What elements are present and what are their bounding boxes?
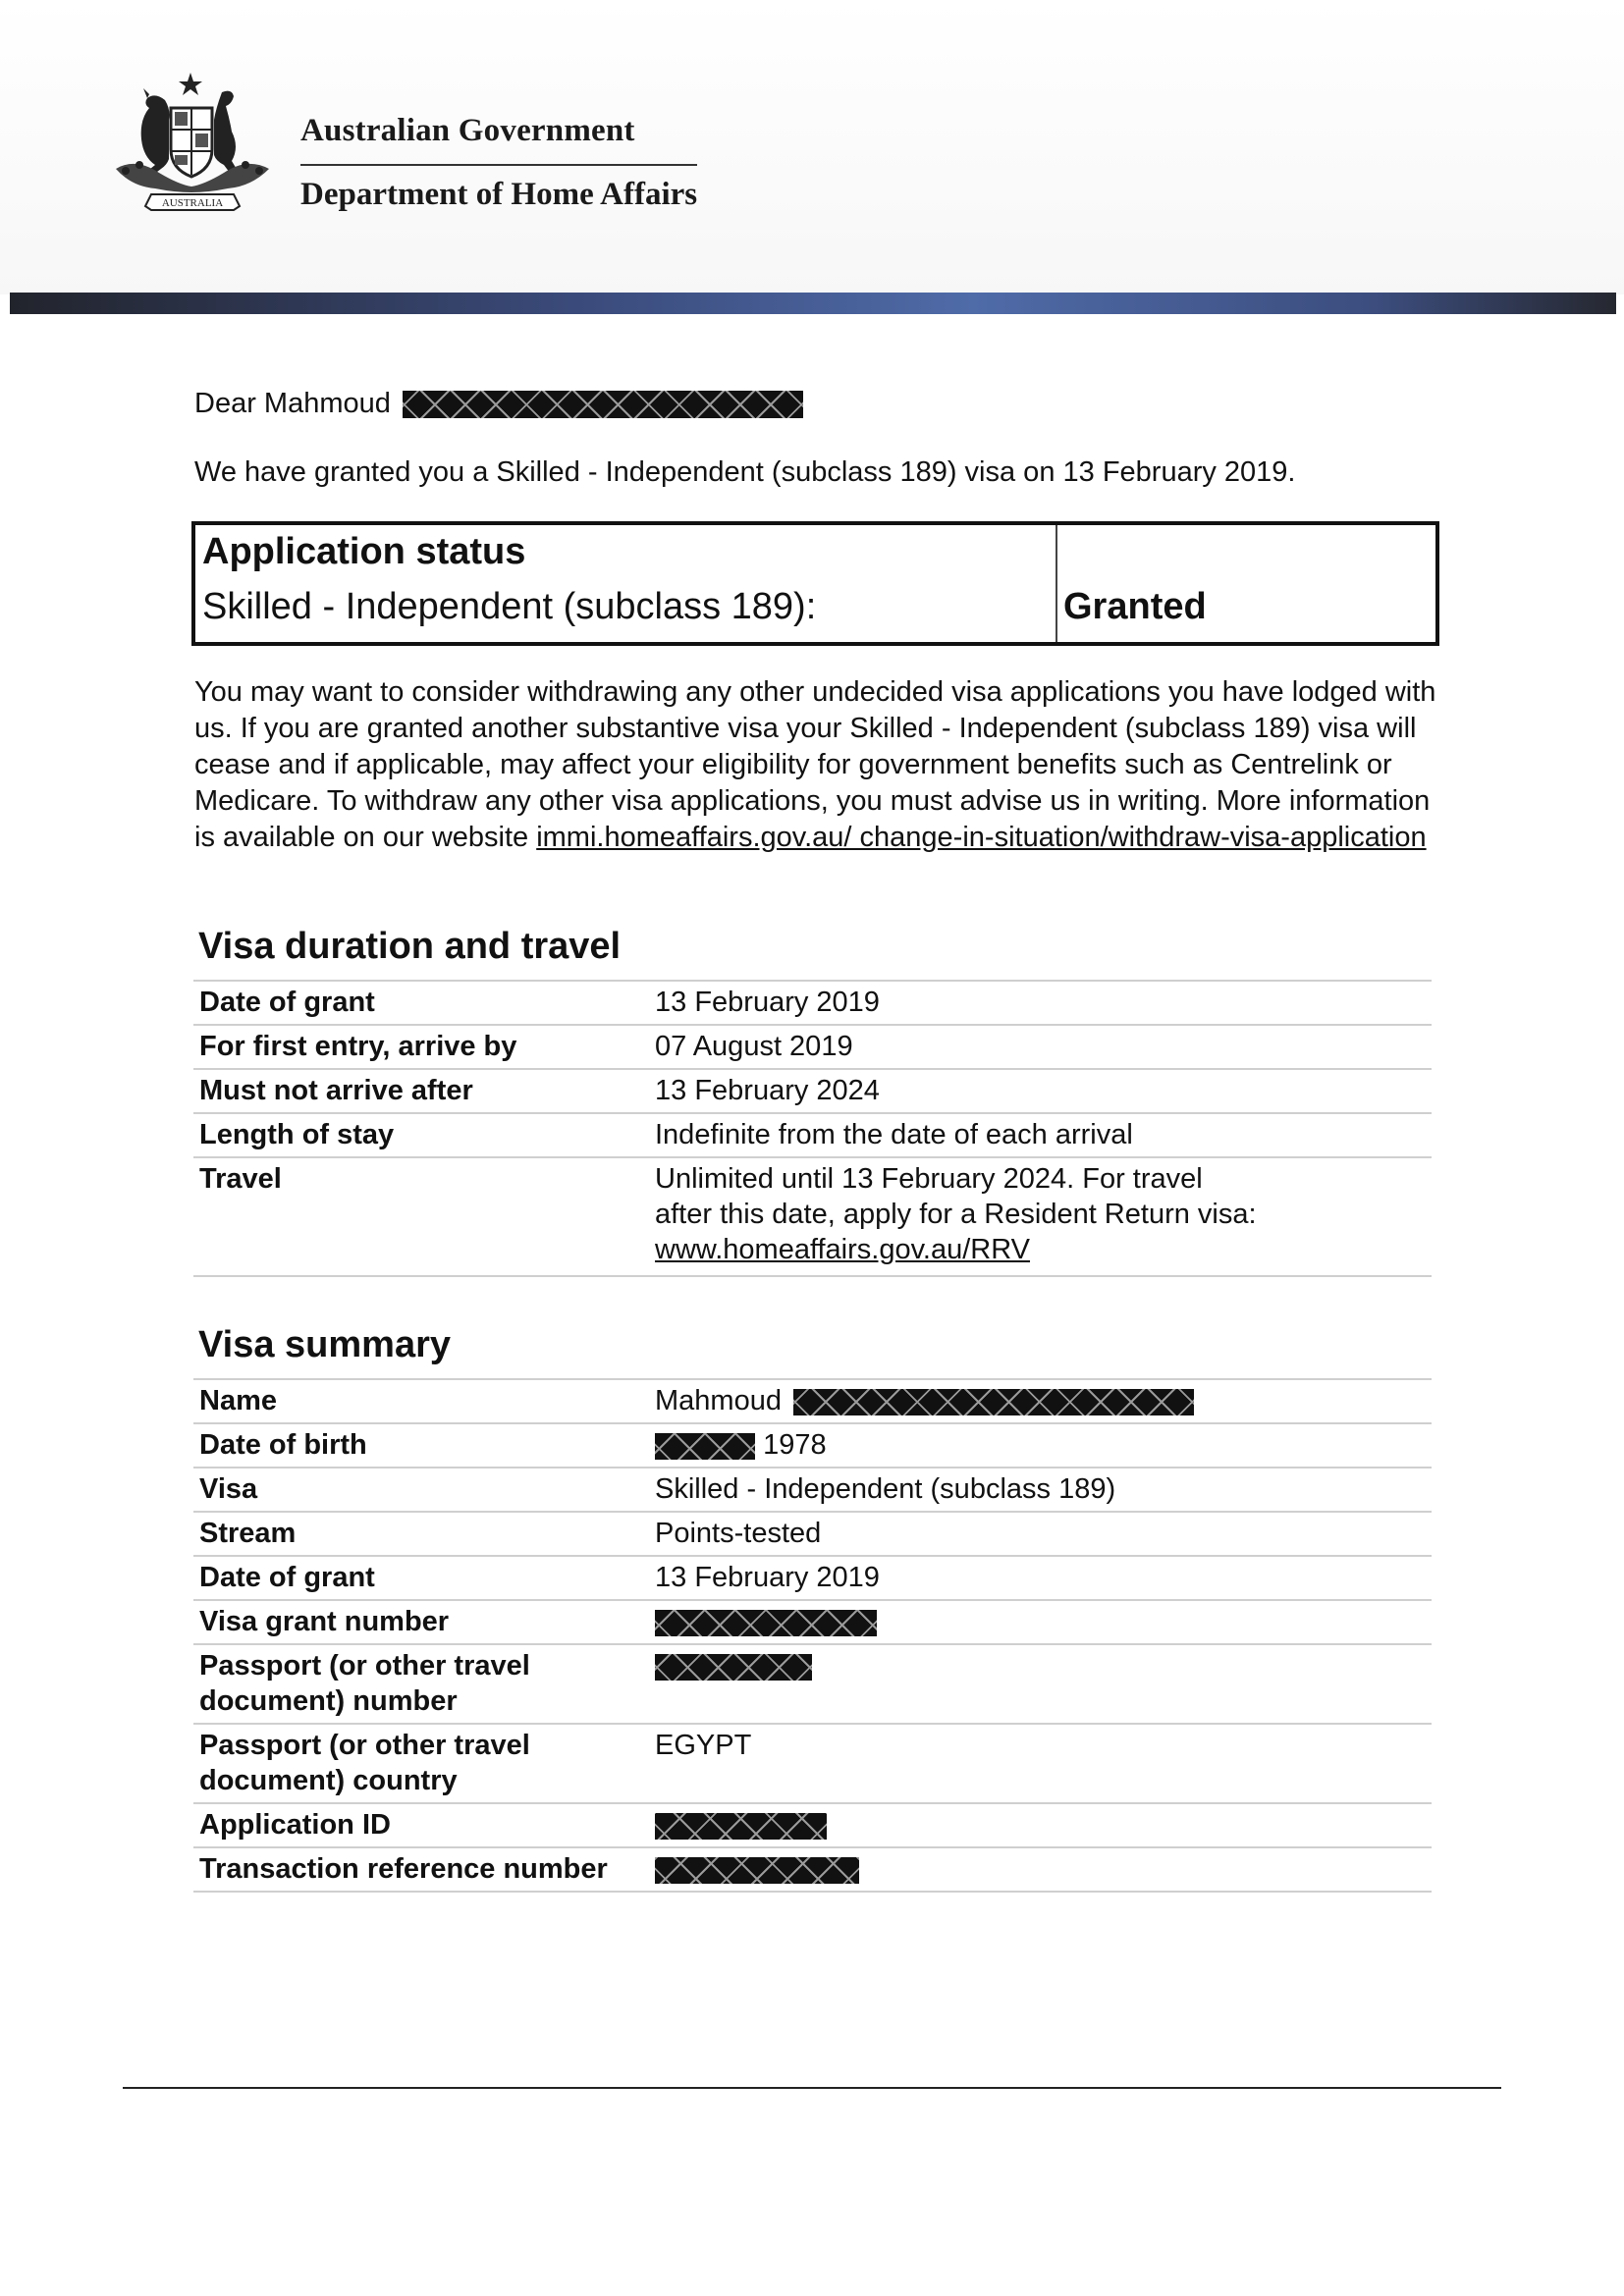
row-label: Date of grant <box>199 987 375 1018</box>
redacted-surname <box>793 1389 1194 1415</box>
row-value <box>649 1380 1432 1422</box>
row-label: Date of birth <box>199 1429 367 1461</box>
status-title: Application status <box>202 531 526 572</box>
birth-year: 1978 <box>763 1429 827 1461</box>
coat-of-arms-icon <box>96 71 291 218</box>
duration-table <box>193 980 1432 1277</box>
salutation <box>194 386 803 422</box>
table-row <box>193 1380 1432 1424</box>
redacted-transaction-reference <box>655 1857 859 1884</box>
status-divider <box>1056 525 1057 642</box>
passport-country-label-1: Passport (or other travel <box>199 1730 530 1761</box>
row-value: 07 August 2019 <box>655 1031 853 1062</box>
withdraw-text: You may want to consider withdrawing any other undecided visa applications you have lodged with us. If you are granted another substantive visa your Skilled - Independent (subclass 189) visa will cease and if applicable, may affect your eligibility for government benefits such as Centrelink or Medicare. To withdraw any other visa applications, you must advise us in writing. More information is available on our website <box>194 676 1436 853</box>
table-row <box>193 1601 1432 1645</box>
redacted-birth-day-month <box>655 1433 755 1460</box>
redacted-passport-number <box>655 1654 812 1681</box>
row-label <box>193 1725 649 1802</box>
row-value <box>649 1848 1432 1891</box>
travel-line-2: after this date, apply for a Resident Return visa: <box>655 1199 1257 1230</box>
org-divider <box>300 164 697 166</box>
table-row <box>193 1114 1432 1158</box>
row-value <box>649 1601 1432 1643</box>
row-value: EGYPT <box>655 1730 752 1761</box>
row-label: For first entry, arrive by <box>199 1031 517 1062</box>
department-name: Department of Home Affairs <box>300 177 698 212</box>
row-label: Date of grant <box>199 1562 375 1593</box>
row-value: Skilled - Independent (subclass 189) <box>655 1473 1116 1505</box>
travel-line-1: Unlimited until 13 February 2024. For travel <box>655 1163 1203 1195</box>
row-label: Application ID <box>199 1809 391 1841</box>
withdraw-link[interactable]: immi.homeaffairs.gov.au/ change-in-situation/withdraw-visa-application <box>536 822 1427 853</box>
row-label: Stream <box>199 1518 297 1549</box>
rrv-link[interactable]: www.homeaffairs.gov.au/RRV <box>655 1234 1031 1265</box>
row-label: Visa <box>199 1473 258 1505</box>
intro-text: We have granted you a Skilled - Independent (subclass 189) visa on 13 February 2019. <box>194 456 1296 488</box>
redacted-grant-number <box>655 1610 877 1636</box>
given-name: Mahmoud <box>655 1385 782 1416</box>
table-row <box>193 1513 1432 1557</box>
application-status-box <box>191 521 1439 646</box>
travel-value <box>649 1158 1432 1275</box>
org-name: Australian Government <box>300 113 635 148</box>
row-value: Indefinite from the date of each arrival <box>655 1119 1133 1150</box>
table-row <box>193 1848 1432 1893</box>
table-row <box>193 1070 1432 1114</box>
passport-number-label-1: Passport (or other travel <box>199 1650 530 1682</box>
letterhead <box>0 0 1624 294</box>
row-label: Name <box>199 1385 277 1416</box>
table-row <box>193 1424 1432 1468</box>
row-value <box>649 1804 1432 1846</box>
row-value: Points-tested <box>655 1518 822 1549</box>
footer-divider <box>123 2087 1501 2089</box>
status-value: Granted <box>1063 586 1207 627</box>
row-label <box>193 1645 649 1723</box>
passport-number-label-2: document) number <box>199 1685 458 1717</box>
header-band <box>10 293 1616 314</box>
table-row <box>193 1158 1432 1277</box>
summary-table <box>193 1378 1432 1893</box>
duration-title: Visa duration and travel <box>198 926 622 967</box>
row-value: 13 February 2019 <box>655 987 880 1018</box>
table-row <box>193 1468 1432 1513</box>
redacted-application-id <box>655 1813 827 1840</box>
summary-title: Visa summary <box>198 1324 452 1365</box>
row-label: Transaction reference number <box>199 1853 608 1885</box>
row-value <box>649 1645 1432 1723</box>
redacted-surname <box>403 391 803 418</box>
salutation-text: Dear Mahmoud <box>194 388 391 419</box>
table-row <box>193 1804 1432 1848</box>
withdraw-paragraph <box>194 674 1441 856</box>
crest-lettering: AUSTRALIA <box>161 197 224 209</box>
table-row <box>193 1557 1432 1601</box>
row-value <box>649 1424 1432 1467</box>
row-label: Travel <box>199 1163 282 1195</box>
table-row <box>193 1645 1432 1725</box>
row-label: Visa grant number <box>199 1606 450 1637</box>
row-label: Must not arrive after <box>199 1075 473 1106</box>
row-value: 13 February 2019 <box>655 1562 880 1593</box>
table-row <box>193 982 1432 1026</box>
table-row <box>193 1026 1432 1070</box>
table-row <box>193 1725 1432 1804</box>
passport-country-label-2: document) country <box>199 1765 458 1796</box>
row-label: Length of stay <box>199 1119 395 1150</box>
status-label: Skilled - Independent (subclass 189): <box>202 586 817 627</box>
row-value: 13 February 2024 <box>655 1075 880 1106</box>
